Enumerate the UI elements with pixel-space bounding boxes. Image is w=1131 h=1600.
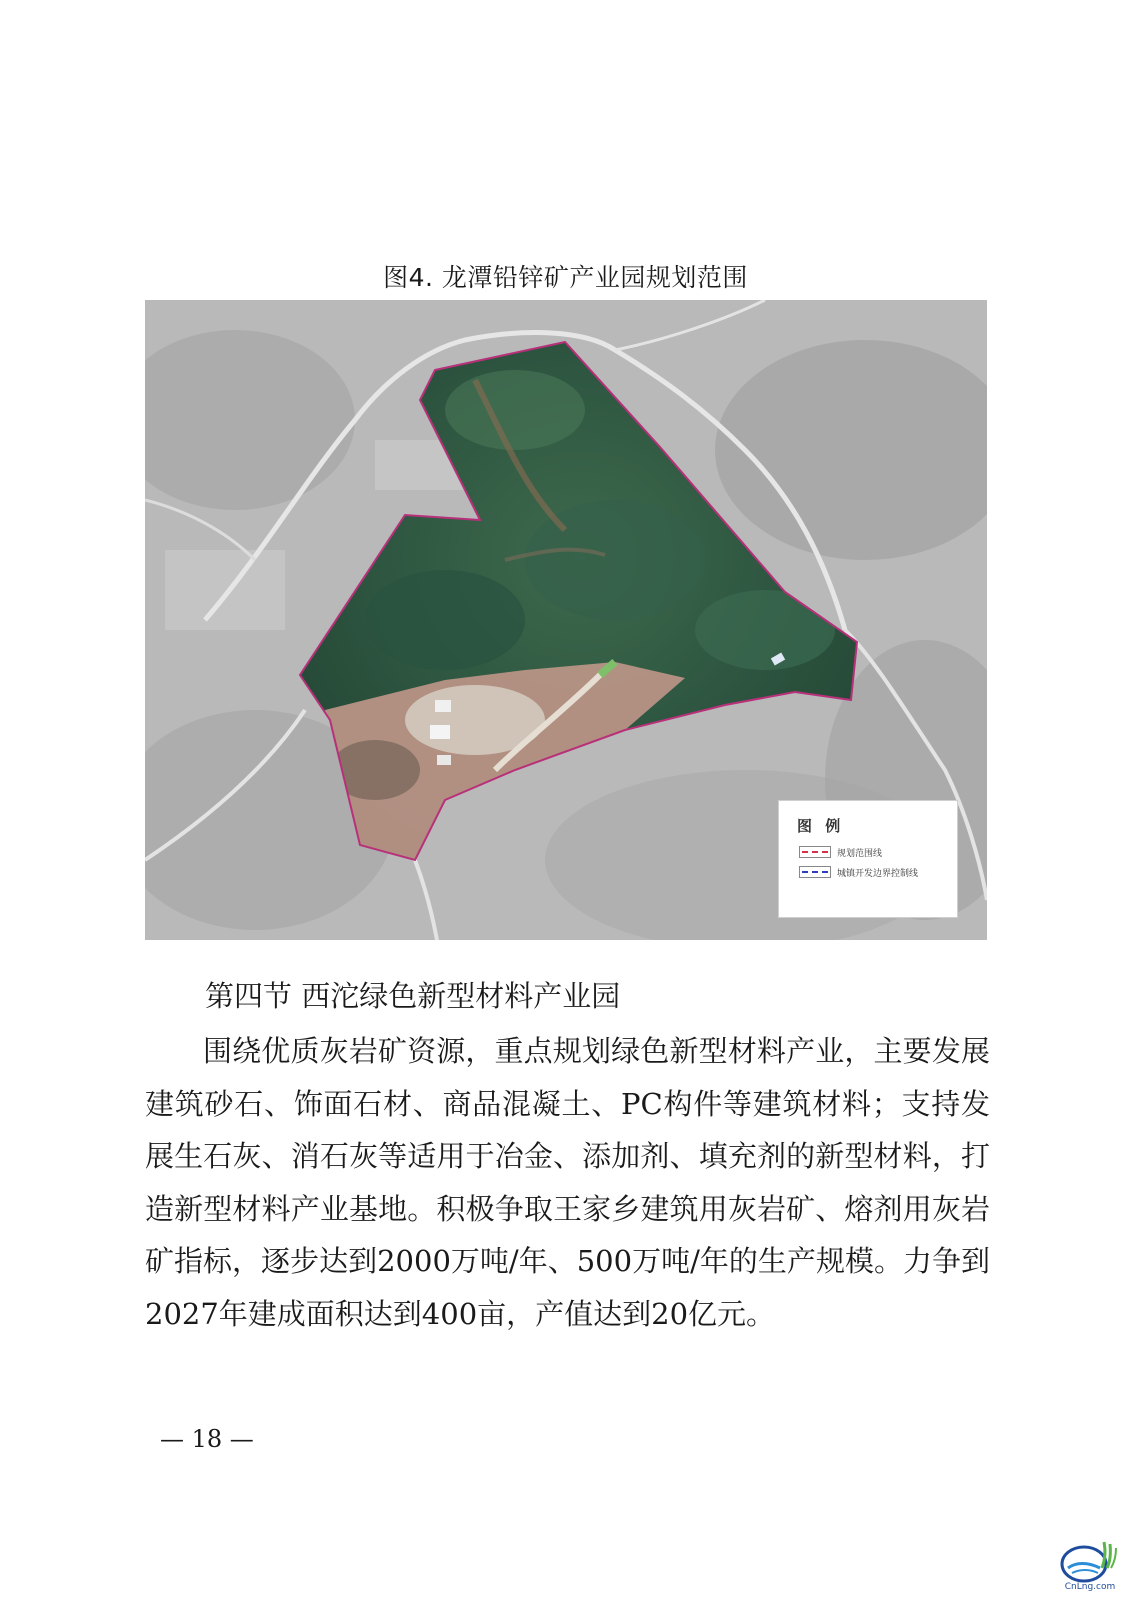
legend-title: 图 例: [797, 817, 845, 835]
legend-label: 城镇开发边界控制线: [837, 868, 919, 879]
figure-caption: 图4. 龙潭铅锌矿产业园规划范围: [383, 263, 748, 292]
section-title: 第四节 西沱绿色新型材料产业园: [205, 979, 621, 1013]
map-legend: [778, 800, 958, 918]
legend-item-urban-boundary: [799, 865, 918, 879]
body-paragraph: 围绕优质灰岩矿资源，重点规划绿色新型材料产业，主要发展建筑砂石、饰面石材、商品混凝土、PC构件等建筑材料；支持发展生石灰、消石灰等适用于冶金、添加剂、填充剂的新型材料，打造新型材料产业基地。积极争取王家乡建筑用灰岩矿、熔剂用灰岩矿指标，逐步达到2000万吨/年、500万吨/年的生产规模。力争到2027年建成面积达到400亩，产值达到20亿元。: [145, 1034, 990, 1331]
page-number: — 18 —: [160, 1425, 254, 1453]
legend-swatch-blue: [799, 866, 831, 878]
legend-swatch-red: [799, 846, 831, 858]
cnlng-logo-icon: [1058, 1538, 1122, 1584]
watermark-text: CnLng.com: [1064, 1582, 1116, 1592]
watermark-logo: [1058, 1538, 1122, 1594]
legend-item-planning-boundary: [799, 845, 882, 859]
legend-label: 规划范围线: [837, 848, 883, 859]
